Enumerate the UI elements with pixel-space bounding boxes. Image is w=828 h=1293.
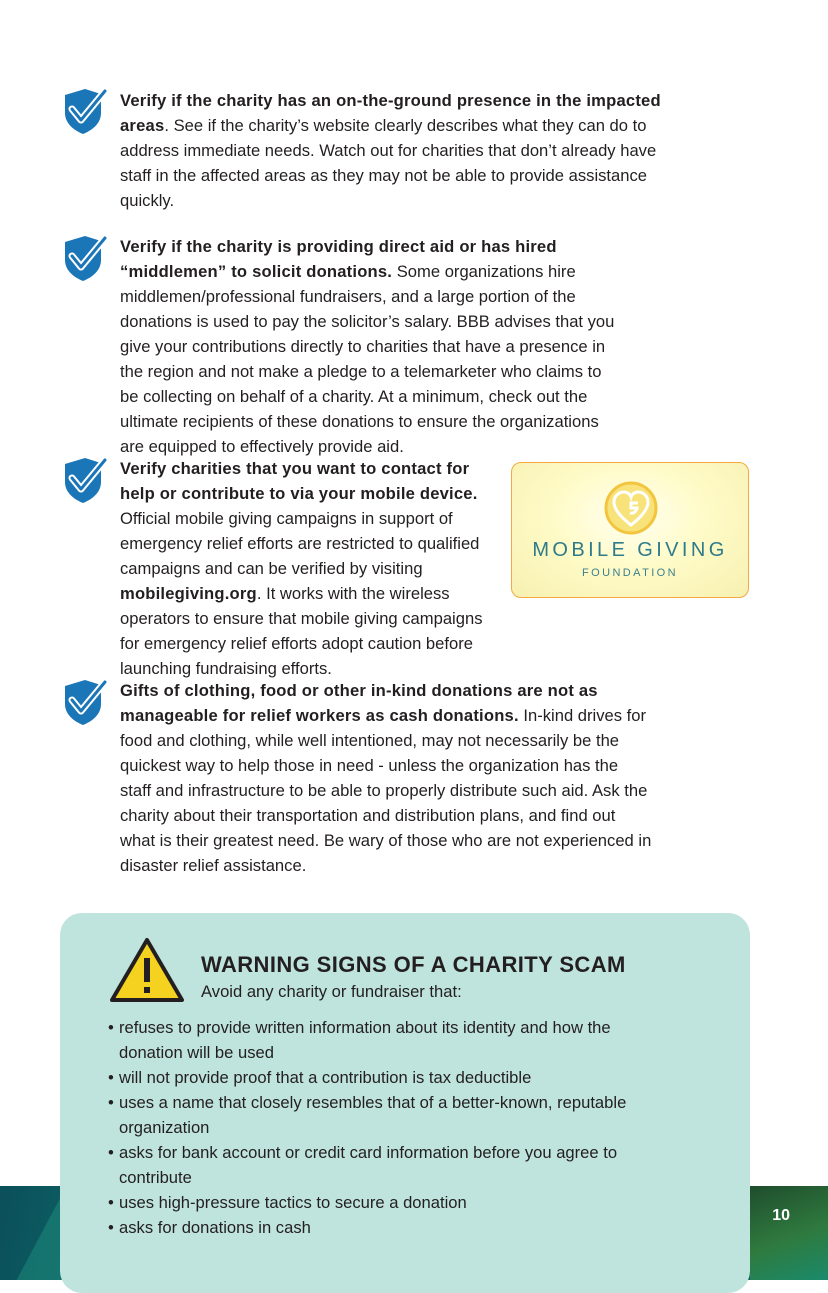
heart-g-icon <box>604 481 658 535</box>
list-item: • uses high-pressure tactics to secure a donation <box>108 1190 668 1215</box>
tip-body: . See if the charity’s website clearly describes what they can do to address immediate needs. Watch out for charities that don’t already have staff in the affected areas as they may not be able to provide assistance quickly. <box>120 116 657 210</box>
list-item: • asks for bank account or credit card information before you agree to contribute <box>108 1140 668 1190</box>
warning-triangle-icon <box>109 936 185 1004</box>
list-item: • will not provide proof that a contribution is tax deductible <box>108 1065 668 1090</box>
logo-subtitle: FOUNDATION <box>582 567 678 579</box>
warning-title: WARNING SIGNS OF A CHARITY SCAM <box>201 952 626 977</box>
list-item: • refuses to provide written information about its identity and how the donation will be used <box>108 1015 668 1065</box>
page-number: 10 <box>772 1207 790 1224</box>
warning-subtitle: Avoid any charity or fundraiser that: <box>201 982 462 1001</box>
tip-body-continued: . It works with the wireless operators to ensure that mobile giving campaigns for emergency relief efforts adopt caution before launching fundraising efforts. <box>120 584 483 678</box>
tip-body: Official mobile giving campaigns in support of emergency relief efforts are restricted to qualified campaigns and can be verified by visiting <box>120 509 480 578</box>
warning-list <box>108 1015 668 1240</box>
tip-lead: Gifts of clothing, food or other in-kind donations are not as manageable for relief workers as cash donations. <box>120 681 598 725</box>
tip-lead: Verify if the charity is providing direct aid or has hired “middlemen” to solicit donations. <box>120 237 557 281</box>
logo-title: MOBILE GIVING <box>532 539 728 561</box>
tip-mobile-giving <box>63 456 503 681</box>
page-number-badge <box>750 1186 828 1280</box>
tip-in-kind <box>63 678 653 878</box>
tip-body: Some organizations hire middlemen/professional fundraisers, and a large portion of the donations is used to pay the solicitor’s salary. BBB advises that you give your contributions directly to charities that have a presence in the region and not make a pledge to a telemarketer who claims to be collecting on behalf of a charity. At a minimum, check out the ultimate recipients of these donations to ensure the organizations are equipped to effectively provide aid. <box>120 262 615 456</box>
tip-body: In-kind drives for food and clothing, while well intentioned, may not necessarily be the quickest way to help those in need - unless the organization has the staff and infrastructure to be able to properly distribute such aid. Ask the charity about their transportation and distribution plans, and find out what is their greatest need. Be wary of those who are not experienced in disaster relief assistance. <box>120 706 652 875</box>
tip-lead: Verify if the charity has an on-the-ground presence in the impacted areas <box>120 91 661 135</box>
list-item: • asks for donations in cash <box>108 1215 668 1240</box>
tip-lead: Verify charities that you want to contact for help or contribute to via your mobile device. <box>120 459 478 503</box>
mobile-giving-logo <box>511 462 749 598</box>
list-item: • uses a name that closely resembles that of a better-known, reputable organization <box>108 1090 668 1140</box>
tip-on-the-ground <box>63 88 673 213</box>
tip-middlemen <box>63 234 623 459</box>
mobilegiving-link[interactable]: mobilegiving.org <box>120 584 257 603</box>
